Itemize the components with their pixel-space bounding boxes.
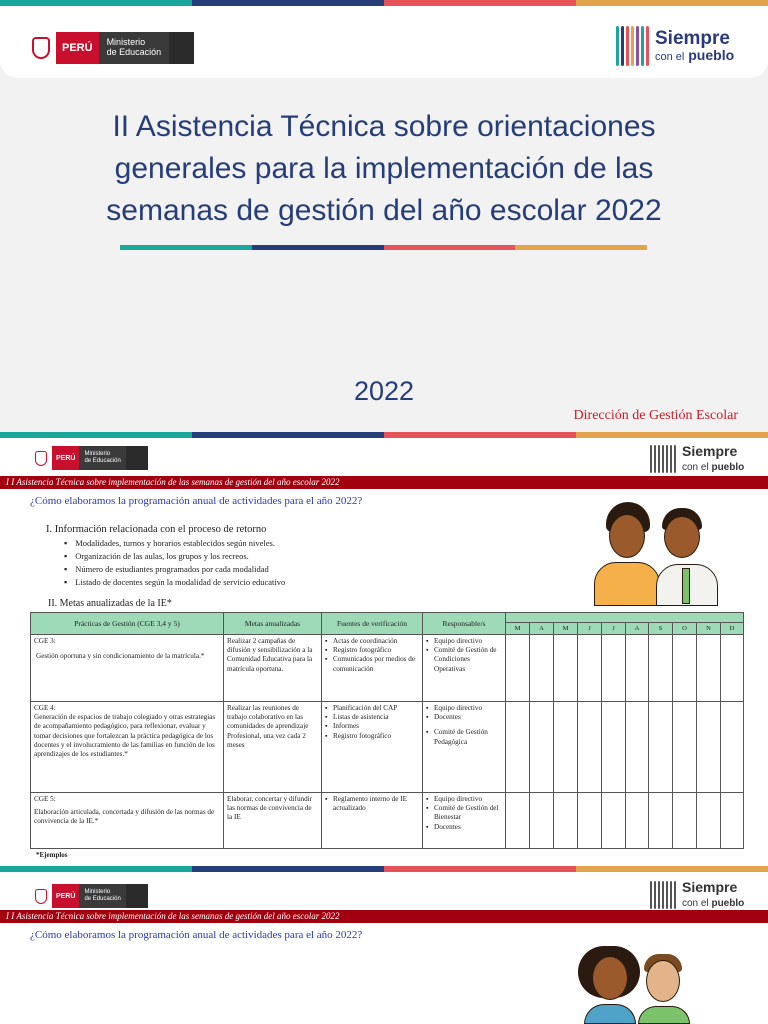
meta-cell: Realizar 2 campañas de difusión y sensibilización a la Comunidad Educativa para la matrícula oportuna. <box>224 635 322 702</box>
meta-cell: Realizar las reuniones de trabajo colaborativo en las comunidades de aprendizaje Profesional, una vez cada 2 meses <box>224 702 322 793</box>
sources-cell: ▪ Planificación del CAP ▪ Listas de asistencia ▪ Informes ▪ Registro fotográfico <box>322 702 423 793</box>
slide-banner: I I Asistencia Técnica sobre implementación de las semanas de gestión del año escolar 2022 <box>0 476 768 489</box>
ministry-logo: PERÚ Ministerio de Educación <box>30 446 148 470</box>
color-stripe <box>0 432 768 438</box>
woman-head <box>609 514 645 558</box>
months-group-header <box>506 613 744 623</box>
month-header: A <box>530 623 554 635</box>
month-header: N <box>697 623 721 635</box>
title-slide <box>0 0 768 432</box>
ministry-label: Ministerio de Educación <box>99 32 170 64</box>
month-header: M <box>554 623 578 635</box>
month-header: A <box>626 623 649 635</box>
practice-cell: CGE 3: Gestión oportuna y sin condicionamiento de la matrícula.* <box>31 635 224 702</box>
peru-crest-icon <box>30 884 52 908</box>
man-body <box>638 1006 690 1024</box>
siempre-con-el-pueblo-logo: Siempre con el pueblo <box>650 444 744 474</box>
month-header: D <box>721 623 744 635</box>
department-name: Dirección de Gestión Escolar <box>573 408 738 423</box>
annual-goals-table <box>30 612 744 849</box>
section-1-title: I. Información relacionada con el proceso de retorno <box>46 524 267 535</box>
content-slide-2 <box>0 866 768 1024</box>
peru-label: PERÚ <box>56 32 99 64</box>
section-2-title: II. Metas anualizadas de la IE* <box>48 598 172 609</box>
meta-cell: Elaborar, concertar y difundir las normas de convivencia de la IE <box>224 793 322 849</box>
list-item: ▪ Organización de las aulas, los grupos y los recreos. <box>64 550 285 563</box>
presentation-year: 2022 <box>353 376 415 406</box>
ministry-logo <box>26 32 194 64</box>
responsible-cell: ▪ Equipo directivo ▪ Comité de Gestión de Condiciones Operativas <box>423 635 506 702</box>
bars-icon <box>650 881 676 909</box>
man-tie <box>682 568 690 604</box>
siempre-con-el-pueblo-logo: Siempre con el pueblo <box>616 26 734 66</box>
month-header: M <box>506 623 530 635</box>
peru-crest-icon <box>30 446 52 470</box>
peru-crest-icon <box>26 32 56 64</box>
bars-icon <box>650 445 676 473</box>
column-header: Fuentes de verificación <box>322 613 423 635</box>
colored-bars-icon <box>616 26 649 66</box>
list-item: ▪ Número de estudiantes programados por cada modalidad <box>64 563 285 576</box>
practice-cell: CGE 4: Generación de espacios de trabajo colegiado y otras estrategias de acompañamiento pedagógico, para reflexionar, evaluar y tomar decisiones que fortalezcan la práctica pedagógica de los docentes y el involucramiento de las familias en función de los aprendizajes de los estudiantes.* <box>31 702 224 793</box>
table-header-row <box>31 613 744 623</box>
sources-cell: ▪ Actas de coordinación ▪ Registro fotográfico ▪ Comunicados por medios de comunicación <box>322 635 423 702</box>
month-header: J <box>602 623 626 635</box>
woman-body <box>584 1004 636 1024</box>
slide-question: ¿Cómo elaboramos la programación anual de actividades para el año 2022? <box>30 929 363 941</box>
responsible-cell: ▪ Equipo directivo ▪ Comité de Gestión del Bienestar ▪ Docentes <box>423 793 506 849</box>
people-illustration <box>578 946 690 1024</box>
presentation-title: II Asistencia Técnica sobre orientaciones generales para la implementación de las semanas de gestión del año escolar 2022 <box>106 110 662 227</box>
man-head <box>646 960 680 1002</box>
people-illustration <box>592 500 722 606</box>
siempre-con-el-pueblo-logo: Siempre con el pueblo <box>650 880 744 910</box>
column-header: Responsable/s <box>423 613 506 635</box>
list-item: ▪ Listado de docentes según la modalidad de servicio educativo <box>64 576 285 589</box>
responsible-cell: ▪ Equipo directivo ▪ Docentes ▪ Comité de Gestión Pedagógica <box>423 702 506 793</box>
table-row <box>31 635 744 702</box>
slide-banner: I I Asistencia Técnica sobre implementación de las semanas de gestión del año escolar 2022 <box>0 910 768 923</box>
month-header: J <box>578 623 602 635</box>
title-underline <box>120 245 647 250</box>
month-header: S <box>649 623 673 635</box>
month-header: O <box>673 623 697 635</box>
table-row <box>31 702 744 793</box>
examples-footnote: *Ejemplos <box>36 851 68 859</box>
sources-cell: ▪ Reglamento interno de IE actualizado <box>322 793 423 849</box>
column-header: Prácticas de Gestión (CGE 3,4 y 5) <box>31 613 224 635</box>
man-head <box>664 516 700 558</box>
woman-head <box>592 956 628 1000</box>
section-1-list <box>64 537 285 589</box>
slide-question: ¿Cómo elaboramos la programación anual de actividades para el año 2022? <box>30 495 363 507</box>
table-row <box>31 793 744 849</box>
ministry-logo: PERÚ Ministerio de Educación <box>30 884 148 908</box>
woman-body <box>594 562 660 606</box>
color-stripe <box>0 866 768 872</box>
slide-header <box>0 6 768 78</box>
column-header: Metas anualizadas <box>224 613 322 635</box>
practice-cell: CGE 5: Elaboración articulada, concertada y difusión de las normas de convivencia de la IE.* <box>31 793 224 849</box>
list-item: ▪ Modalidades, turnos y horarios establecidos según niveles. <box>64 537 285 550</box>
